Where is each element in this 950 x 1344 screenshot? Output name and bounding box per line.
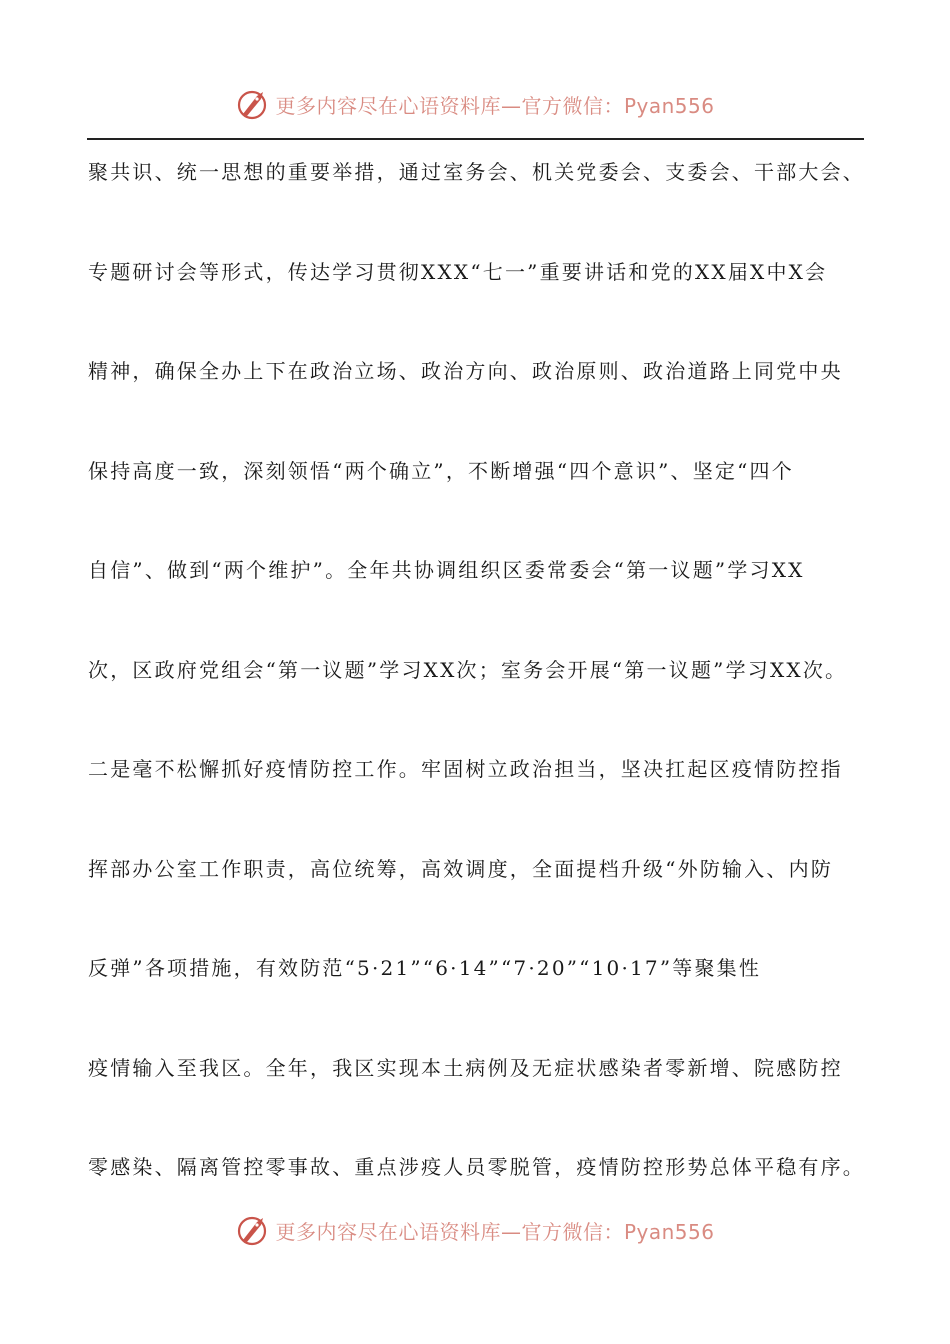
body-line-7: 二是毫不松懈抓好疫情防控工作。牢固树立政治担当，坚决扛起区疫情防控指: [88, 757, 843, 781]
body-line-11: 零感染、隔离管控零事故、重点涉疫人员零脱管，疫情防控形势总体平稳有序。: [88, 1155, 865, 1179]
body-line-2: 专题研讨会等形式，传达学习贯彻XXX“七一”重要讲话和党的XX届X中X会: [88, 259, 828, 284]
pen-nib-circle-icon: [235, 1212, 271, 1248]
footer-watermark-text: 更多内容尽在心语资料库—官方微信：Pyan556: [275, 1219, 715, 1244]
body-line-8: 挥部办公室工作职责，高位统筹，高效调度，全面提档升级“外防输入、内防: [88, 856, 834, 881]
header-divider: [87, 138, 864, 140]
body-line-9: 反弹”各项措施，有效防范“5·21”“6·14”“7·20”“10·17”等聚集性: [88, 956, 762, 980]
body-line-4: 保持高度一致，深刻领悟“两个确立”，不断增强“四个意识”、坚定“四个: [88, 458, 794, 483]
document-body: [88, 152, 888, 1247]
header-watermark-text: 更多内容尽在心语资料库—官方微信：Pyan556: [275, 93, 715, 118]
header-watermark: [0, 82, 950, 126]
pen-nib-circle-icon: [235, 86, 271, 122]
body-line-1: 聚共识、统一思想的重要举措，通过室务会、机关党委会、支委会、干部大会、: [88, 160, 865, 184]
body-line-6: 次，区政府党组会“第一议题”学习XX次；室务会开展“第一议题”学习XX次。: [88, 657, 848, 682]
body-line-3: 精神，确保全办上下在政治立场、政治方向、政治原则、政治道路上同党中央: [88, 359, 843, 383]
footer-watermark: [0, 1208, 950, 1252]
body-line-5: 自信”、做到“两个维护”。全年共协调组织区委常委会“第一议题”学习XX: [88, 558, 805, 582]
body-line-10: 疫情输入至我区。全年，我区实现本土病例及无症状感染者零新增、院感防控: [88, 1055, 843, 1080]
